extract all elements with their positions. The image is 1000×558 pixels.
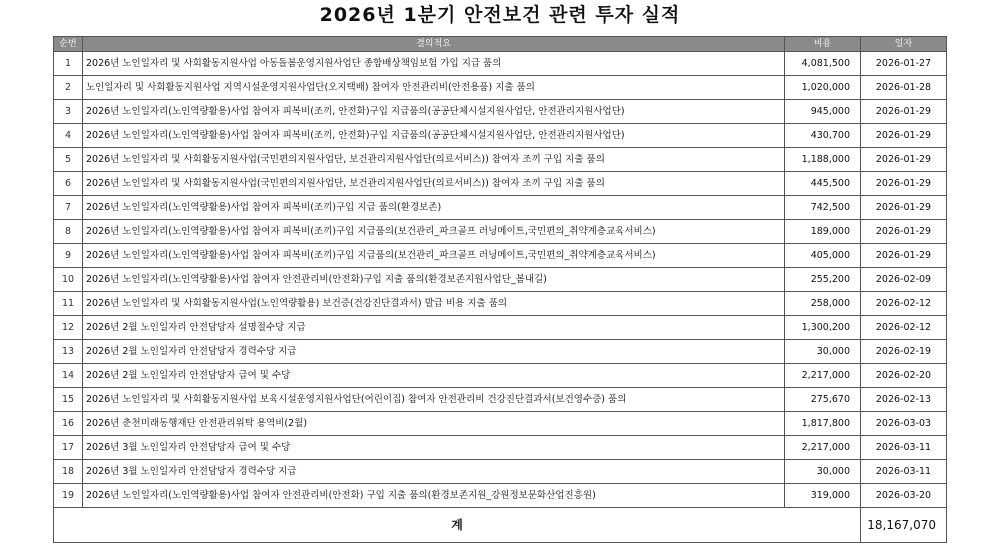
table-row [54,340,947,364]
row-date: 2026-03-11 [861,436,947,460]
row-num: 16 [54,412,83,436]
header-num: 순번 [54,37,83,52]
row-desc: 2026년 노인일자리(노인역량활용)사업 참여자 피복비(조끼, 안전화)구입 지급품의(공공단체시설지원사업단, 안전관리지원사업단) [83,100,785,124]
row-num: 15 [54,388,83,412]
row-num: 8 [54,220,83,244]
total-row [54,508,947,543]
table-row [54,124,947,148]
row-cost: 1,300,200 [785,316,861,340]
row-num: 11 [54,292,83,316]
row-desc: 2026년 노인일자리 및 사회활동지원사업(노인역량활용) 보건증(건강진단결과서) 발급 비용 지출 품의 [83,292,785,316]
row-cost: 1,817,800 [785,412,861,436]
row-date: 2026-01-29 [861,148,947,172]
table-row [54,196,947,220]
row-num: 6 [54,172,83,196]
row-date: 2026-01-29 [861,220,947,244]
row-cost: 445,500 [785,172,861,196]
header-cost: 비용 [785,37,861,52]
table-row [54,388,947,412]
row-date: 2026-03-03 [861,412,947,436]
table-row [54,292,947,316]
row-desc: 2026년 노인일자리(노인역량활용)사업 참여자 피복비(조끼)구입 지급 품의(환경보존) [83,196,785,220]
row-cost: 4,081,500 [785,52,861,76]
row-desc: 2026년 2월 노인일자리 안전담당자 경력수당 지급 [83,340,785,364]
row-desc: 2026년 3월 노인일자리 안전담당자 급여 및 수당 [83,436,785,460]
row-num: 4 [54,124,83,148]
table-row [54,220,947,244]
row-desc: 2026년 노인일자리(노인역량활용)사업 참여자 안전관리비(안전화)구입 지출 품의(환경보존지원사업단_봄내길) [83,268,785,292]
row-cost: 319,000 [785,484,861,508]
row-desc: 2026년 노인일자리(노인역량활용)사업 참여자 피복비(조끼)구입 지급품의(보건관리_파크골프 러닝메이트,국민편의_취약계층교육서비스) [83,220,785,244]
row-num: 3 [54,100,83,124]
row-date: 2026-02-13 [861,388,947,412]
row-num: 9 [54,244,83,268]
row-cost: 275,670 [785,388,861,412]
row-cost: 742,500 [785,196,861,220]
row-desc: 2026년 노인일자리(노인역량활용)사업 참여자 피복비(조끼)구입 지급품의(보건관리_파크골프 러닝메이트,국민편의_취약계층교육서비스) [83,244,785,268]
row-num: 10 [54,268,83,292]
row-num: 1 [54,52,83,76]
row-desc: 노인일자리 및 사회활동지원사업 지역시설운영지원사업단(오지택배) 참여자 안전관리비(안전용품) 지출 품의 [83,76,785,100]
row-date: 2026-02-12 [861,292,947,316]
row-num: 18 [54,460,83,484]
row-date: 2026-01-27 [861,52,947,76]
row-date: 2026-01-29 [861,124,947,148]
table-row [54,268,947,292]
row-date: 2026-01-29 [861,244,947,268]
header-desc: 결의적요 [83,37,785,52]
row-cost: 30,000 [785,460,861,484]
row-cost: 30,000 [785,340,861,364]
row-cost: 258,000 [785,292,861,316]
row-desc: 2026년 3월 노인일자리 안전담당자 경력수당 지급 [83,460,785,484]
table-row [54,436,947,460]
row-date: 2026-02-19 [861,340,947,364]
row-cost: 2,217,000 [785,364,861,388]
row-date: 2026-01-29 [861,100,947,124]
row-date: 2026-01-28 [861,76,947,100]
row-date: 2026-03-11 [861,460,947,484]
table-row [54,460,947,484]
row-num: 14 [54,364,83,388]
table-row [54,172,947,196]
row-cost: 945,000 [785,100,861,124]
row-num: 17 [54,436,83,460]
row-desc: 2026년 노인일자리 및 사회활동지원사업 아동돌봄운영지원사업단 종합배상책임보험 가입 지급 품의 [83,52,785,76]
table-row [54,412,947,436]
total-label: 계 [54,508,861,543]
row-cost: 430,700 [785,124,861,148]
table-row [54,316,947,340]
row-cost: 1,188,000 [785,148,861,172]
row-desc: 2026년 노인일자리 및 사회활동지원사업(국민편의지원사업단, 보건관리지원사업단(의료서비스)) 참여자 조끼 구입 지출 품의 [83,148,785,172]
row-date: 2026-02-09 [861,268,947,292]
row-num: 7 [54,196,83,220]
row-num: 19 [54,484,83,508]
row-desc: 2026년 노인일자리 및 사회활동지원사업(국민편의지원사업단, 보건관리지원사업단(의료서비스)) 참여자 조끼 구입 지출 품의 [83,172,785,196]
row-desc: 2026년 노인일자리(노인역량활용)사업 참여자 안전관리비(안전화) 구입 지출 품의(환경보존지원_강원정보문화산업진흥원) [83,484,785,508]
table-header-row [54,37,947,52]
row-desc: 2026년 춘천미래동행재단 안전관리위탁 용역비(2월) [83,412,785,436]
row-num: 12 [54,316,83,340]
row-desc: 2026년 2월 노인일자리 안전담당자 급여 및 수당 [83,364,785,388]
table-row [54,52,947,76]
row-cost: 405,000 [785,244,861,268]
table-row [54,76,947,100]
row-date: 2026-02-20 [861,364,947,388]
row-num: 13 [54,340,83,364]
table-row [54,484,947,508]
row-date: 2026-03-20 [861,484,947,508]
row-num: 5 [54,148,83,172]
row-cost: 1,020,000 [785,76,861,100]
table-row [54,148,947,172]
total-value: 18,167,070 [861,508,947,543]
table-row [54,364,947,388]
row-date: 2026-02-12 [861,316,947,340]
row-cost: 2,217,000 [785,436,861,460]
row-desc: 2026년 노인일자리 및 사회활동지원사업 보육시설운영지원사업단(어린이집) 참여자 안전관리비 건강진단결과서(보건영수증) 품의 [83,388,785,412]
row-desc: 2026년 2월 노인일자리 안전담당자 설명절수당 지급 [83,316,785,340]
row-date: 2026-01-29 [861,172,947,196]
page-title: 2026년 1분기 안전보건 관련 투자 실적 [319,4,681,26]
header-date: 일자 [861,37,947,52]
table-row [54,244,947,268]
row-cost: 189,000 [785,220,861,244]
row-desc: 2026년 노인일자리(노인역량활용)사업 참여자 피복비(조끼, 안전화)구입 지급품의(공공단체시설지원사업단, 안전관리지원사업단) [83,124,785,148]
row-num: 2 [54,76,83,100]
investment-table [53,36,947,543]
table-row [54,100,947,124]
row-date: 2026-01-29 [861,196,947,220]
row-cost: 255,200 [785,268,861,292]
